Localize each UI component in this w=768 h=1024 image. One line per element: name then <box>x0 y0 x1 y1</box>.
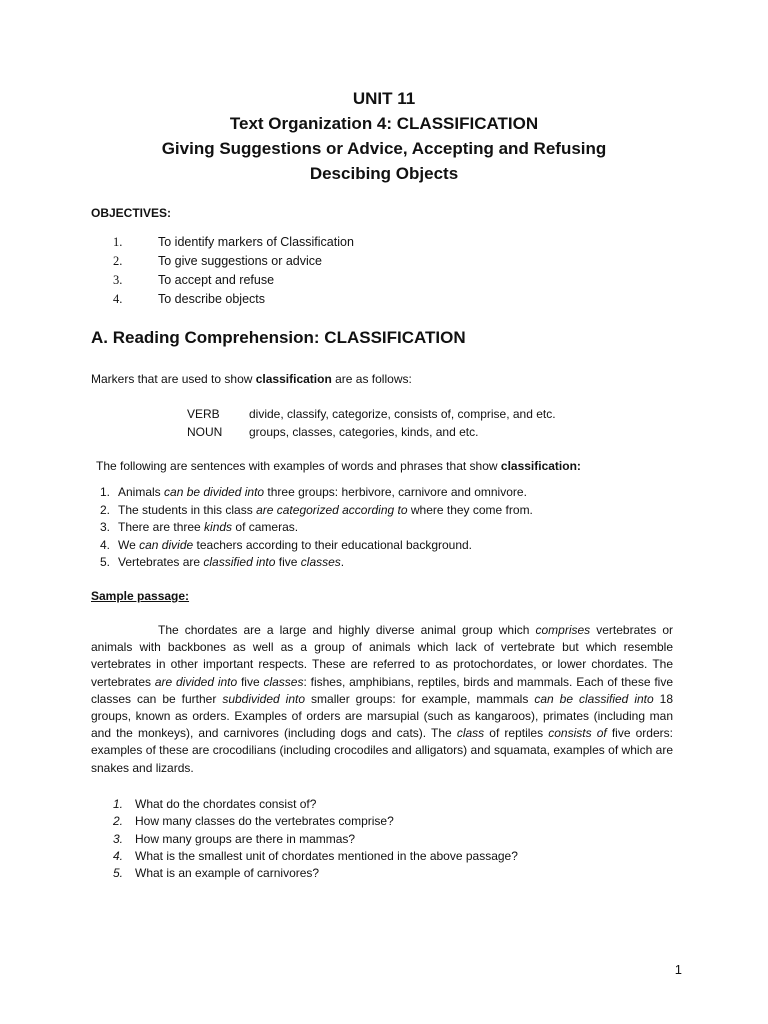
sample-passage-label: Sample passage: <box>91 589 190 603</box>
objective-item <box>113 252 354 271</box>
page-number: 1 <box>674 962 682 977</box>
example-marker: classified into <box>203 555 276 569</box>
example-text: Vertebrates are <box>118 555 204 569</box>
examples-list <box>100 484 533 572</box>
objective-number: 4. <box>113 292 123 306</box>
topic-title: Giving Suggestions or Advice, Accepting and Refusing <box>161 139 607 158</box>
example-item <box>100 537 533 555</box>
question-item <box>113 796 518 813</box>
example-item <box>100 519 533 537</box>
examples-intro-text: The following are sentences with examples of words and phrases that show <box>96 459 501 473</box>
marker-key: VERB <box>187 407 220 421</box>
subtopic-title: Descibing Objects <box>309 164 459 183</box>
example-text: three groups: herbivore, carnivore and omnivore. <box>264 485 527 499</box>
passage-marker: comprises <box>535 623 591 637</box>
example-number: 5. <box>100 555 111 569</box>
passage-text: The chordates are a large and highly diverse animal group which <box>158 623 536 637</box>
markers-intro-text-end: are as follows: <box>331 372 412 386</box>
passage-text: smaller groups: for example, mammals <box>305 691 535 706</box>
objective-text: To describe objects <box>158 292 266 306</box>
question-number: 1. <box>113 797 124 811</box>
objective-item <box>113 290 354 309</box>
example-text: of cameras. <box>232 520 299 534</box>
unit-title: UNIT 11 <box>352 89 416 108</box>
text-organization-title: Text Organization 4: CLASSIFICATION <box>229 114 539 133</box>
questions-list <box>113 796 518 882</box>
passage-marker: consists of <box>548 726 607 741</box>
example-text: There are three <box>118 520 205 534</box>
question-item <box>113 848 518 865</box>
question-number: 4. <box>113 848 124 863</box>
example-text: The students in this class <box>118 502 257 517</box>
example-item <box>100 484 533 502</box>
examples-intro-keyword: classification: <box>500 459 581 473</box>
objective-text: To identify markers of Classification <box>158 235 354 249</box>
example-number: 1. <box>100 485 111 499</box>
marker-value: divide, classify, categorize, consists of, comprise, and etc. <box>249 407 556 421</box>
marker-key: NOUN <box>187 425 223 439</box>
example-marker: kinds <box>204 520 233 534</box>
example-marker: are categorized according to <box>256 502 408 517</box>
example-text: teachers according to their educational background. <box>193 537 473 552</box>
objective-number: 3. <box>113 273 123 287</box>
objective-number: 2. <box>113 254 123 268</box>
question-item <box>113 813 518 830</box>
question-number: 5. <box>113 866 124 881</box>
example-item <box>100 554 533 572</box>
example-text: . <box>340 555 345 569</box>
question-number: 3. <box>113 831 124 846</box>
objective-item <box>113 271 354 290</box>
question-text: What do the chordates consist of? <box>135 797 317 811</box>
passage-text: : fishes, amphibians, reptiles, birds and mammals. Each of these five classes can be further <box>91 674 673 706</box>
markers-intro-keyword: classification <box>255 372 332 386</box>
passage-text: five <box>237 674 264 689</box>
marker-value: groups, classes, categories, kinds, and etc. <box>249 425 479 439</box>
example-item <box>100 502 533 520</box>
passage-marker: subdivided into <box>222 691 306 706</box>
markers-intro-text: Markers that are used to show <box>91 372 256 386</box>
objective-number: 1. <box>113 235 123 249</box>
example-number: 4. <box>100 537 111 552</box>
objective-item <box>113 233 354 252</box>
markers-table <box>187 405 556 441</box>
objectives-list <box>113 233 354 309</box>
sample-passage <box>91 622 673 777</box>
passage-marker: can be classified into <box>534 691 654 706</box>
question-text: What is the smallest unit of chordates mentioned in the above passage? <box>135 848 518 863</box>
markers-intro <box>91 372 412 386</box>
question-item <box>113 865 518 882</box>
passage-text: 18 groups, known as orders. Examples of orders are marsupial (such as kangaroos), primates (including man and the monkeys), and carnivores (including dogs and cats). The <box>91 691 674 741</box>
example-text: five <box>275 555 301 569</box>
marker-row-noun <box>187 423 556 441</box>
passage-marker: class <box>456 726 485 741</box>
example-text: where they come from. <box>407 502 533 517</box>
objectives-heading: OBJECTIVES: <box>91 206 172 220</box>
marker-row-verb <box>187 405 556 423</box>
passage-marker: classes <box>263 674 304 689</box>
examples-intro <box>96 459 581 473</box>
question-text: What is an example of carnivores? <box>135 866 320 881</box>
example-text: Animals <box>118 485 165 499</box>
example-marker: can be divided into <box>164 485 265 499</box>
example-text: We <box>118 537 140 552</box>
example-marker: classes <box>300 555 341 569</box>
question-item <box>113 831 518 848</box>
title-block <box>0 86 768 186</box>
objective-text: To give suggestions or advice <box>158 254 322 268</box>
section-a-heading: A. Reading Comprehension: CLASSIFICATION <box>91 328 466 347</box>
passage-text: of reptiles <box>484 726 549 741</box>
example-number: 3. <box>100 520 111 534</box>
example-marker: can divide <box>139 537 194 552</box>
passage-marker: are divided into <box>154 674 238 689</box>
passage-text: vertebrates or animals with backbones as well as a group of animals which lack of vertebrate but which resemble vertebrates in other important respects. These are referred to as protochordates, or lower chordates. The vertebrates <box>91 623 674 689</box>
question-text: How many groups are there in mammas? <box>135 831 356 846</box>
question-number: 2. <box>113 814 124 829</box>
example-number: 2. <box>100 502 111 517</box>
question-text: How many classes do the vertebrates comprise? <box>135 814 394 829</box>
objective-text: To accept and refuse <box>158 273 275 287</box>
passage-text: five orders: examples of these are crocodilians (including crocodiles and alligators) and squamata, examples of which are snakes and lizards. <box>91 726 673 775</box>
